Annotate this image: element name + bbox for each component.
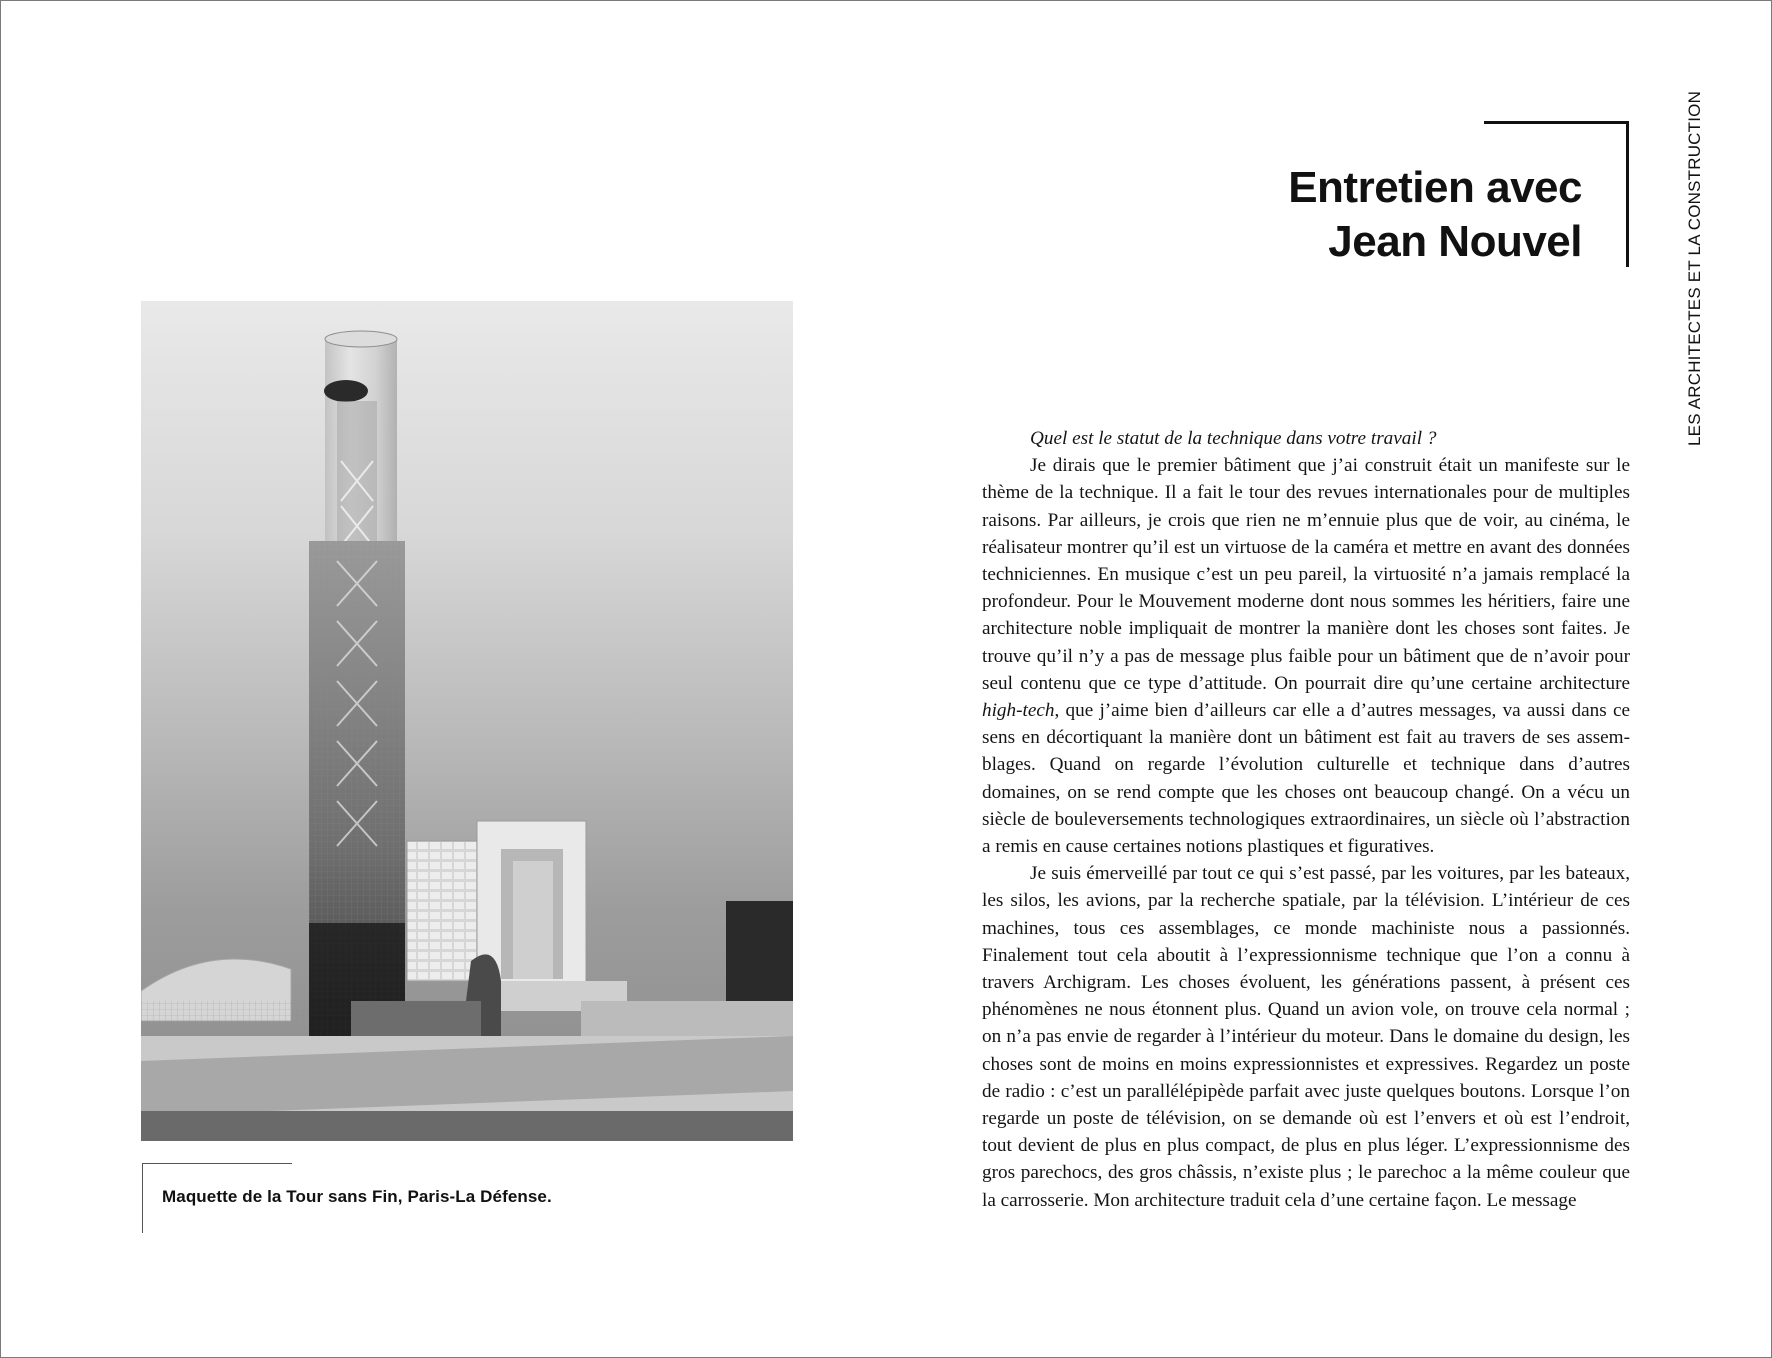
title-bracket-top bbox=[1484, 121, 1629, 124]
chapter-title bbox=[1288, 161, 1582, 269]
interview-question: Quel est le statut de la technique dans votre travail ? bbox=[1030, 428, 1437, 449]
chapter-title-line-1: Entretien avec bbox=[1288, 163, 1582, 212]
running-head: LES ARCHITECTES ET LA CONSTRUCTION bbox=[1685, 90, 1704, 446]
answer-paragraph-2: Je suis émerveillé par tout ce qui s’est passé, par les voitures, par les bateaux, les silos, les avions, par la recherche spatiale, par la télévision. L’intérieur de ces machines, tous ces assemblages, ce monde machiniste nous a passionnés. Finalement tout cela aboutit à l’expressionnisme technique que l’on a connu à travers Archigram. Les choses évoluent, les générations passent, à présent ces phénomènes ne nous étonnent plus. Quand un avion vole, on trouve cela normal ; on n’a pas envie de regarder à l’intérieur du moteur. Dans le domaine du design, les choses sont de moins en moins expressionnistes et expressives. Regardez un poste de radio : c’est un parallélépipède parfait avec juste quelques boutons. Lorsque l’on regarde un poste de télévision, on se demande où est l’envers et où est l’endroit, tout devient de plus en plus compact, de plus en plus léger. L’expressionnisme des gros parechocs, des gros châssis, n’existe plus ; le parechoc a la même couleur que la carrosserie. Mon architecture traduit cela d’une certaine façon. Le message bbox=[982, 863, 1630, 1211]
caption-rule-horizontal bbox=[142, 1163, 292, 1164]
title-bracket-side bbox=[1626, 121, 1629, 267]
answer-paragraph-1 bbox=[982, 452, 1630, 860]
caption-rule-vertical bbox=[142, 1163, 143, 1233]
chapter-title-line-2: Jean Nouvel bbox=[1328, 217, 1582, 266]
article-body bbox=[982, 425, 1630, 1214]
photo-caption: Maquette de la Tour sans Fin, Paris-La Défense. bbox=[162, 1187, 552, 1206]
answer-paragraph-1-emphasis: high-tech bbox=[982, 700, 1055, 722]
answer-paragraph-1-part-a: Je dirais que le premier bâtiment que j’ai construit était un manifeste sur le thème de la technique. Il a fait le tour des revues internationales pour de multiples raisons. Par ailleurs, je crois que rien ne m’ennuie plus que de voir, au cinéma, le réalisateur montrer qu’il est un virtuose de la caméra et mettre en avant des données techniciennes. En musique c’est un peu pareil, la virtuosité n’a jamais remplacé la profondeur. Pour le Mouvement moderne dont nous sommes les héritiers, faire une architecture noble impliquait de montrer la manière dont les choses sont faites. Je trouve qu’il n’y a pas de message plus faible pour un bâtiment que de n’avoir pour seul contenu que ce type d’attitude. On pourrait dire qu’une certaine architecture bbox=[982, 455, 1630, 694]
tower-model-photo bbox=[141, 301, 793, 1141]
answer-paragraph-1-part-b: , que j’aime bien d’ailleurs car elle a d’autres messages, va aussi dans ce sens en décortiquant la manière dont un bâtiment est fait au travers de ses assemblages. Quand on regarde l’évolution culturelle et technique dans d’autres domaines, on se rend compte que les choses ont beaucoup changé. On a vécu un siècle de bouleversements technologiques extraordinaires, un siècle où l’abstraction a remis en cause certaines notions plastiques et figuratives. bbox=[982, 700, 1630, 858]
